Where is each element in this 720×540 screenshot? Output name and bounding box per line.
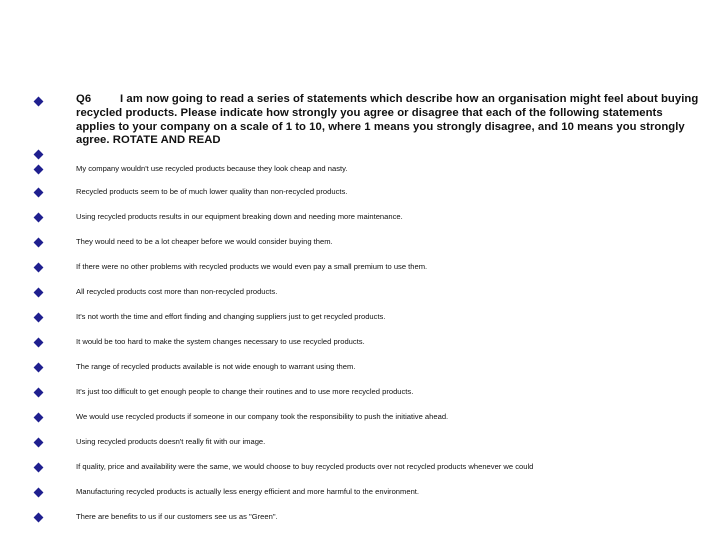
statement-item: If quality, price and availability were the same, we would choose to buy recycled products over not recycled products whenever we could: [76, 462, 534, 471]
statement-item: Using recycled products doesn't really fit with our image.: [76, 437, 266, 446]
bullet-icon: [34, 238, 44, 248]
bullet-icon: [34, 263, 44, 273]
bullet-icon: [34, 413, 44, 423]
bullet-icon: [34, 513, 44, 523]
bullet-icon: [34, 213, 44, 223]
statement-item: They would need to be a lot cheaper before we would consider buying them.: [76, 237, 333, 246]
statement-item: There are benefits to us if our customers see us as "Green".: [76, 512, 278, 521]
bullet-icon: [34, 150, 44, 160]
statement-item: The range of recycled products available is not wide enough to warrant using them.: [76, 362, 356, 371]
bullet-icon: [34, 188, 44, 198]
bullet-icon: [34, 388, 44, 398]
statement-item: All recycled products cost more than non-recycled products.: [76, 287, 278, 296]
question-text: I am now going to read a series of statements which describe how an organisation might feel about buying recycled products. Please indicate how strongly you agree or disagree that each of the following statements applies to your company on a scale of 1 to 10, where 1 means you strongly disagree, and 10 means you strongly agree. ROTATE AND READ: [76, 93, 699, 147]
question-number: Q6: [76, 93, 92, 105]
statement-item: My company wouldn't use recycled products because they look cheap and nasty.: [76, 164, 348, 173]
statement-item: If there were no other problems with recycled products we would even pay a small premium to use them.: [76, 262, 428, 271]
statement-item: We would use recycled products if someone in our company took the responsibility to push the initiative ahead.: [76, 412, 449, 421]
bullet-icon: [34, 338, 44, 348]
bullet-icon: [34, 363, 44, 373]
statement-item: It would be too hard to make the system changes necessary to use recycled products.: [76, 337, 365, 346]
bullet-icon: [34, 438, 44, 448]
statement-item: Recycled products seem to be of much lower quality than non-recycled products.: [76, 187, 348, 196]
bullet-icon: [34, 488, 44, 498]
bullet-icon: [34, 313, 44, 323]
bullet-icon: [34, 288, 44, 298]
bullet-icon: [34, 165, 44, 175]
bullet-icon: [34, 97, 44, 107]
statement-item: Manufacturing recycled products is actually less energy efficient and more harmful to the environment.: [76, 487, 420, 496]
statement-item: It's not worth the time and effort finding and changing suppliers just to get recycled products.: [76, 312, 386, 321]
statement-item: It's just too difficult to get enough people to change their routines and to use more recycled products.: [76, 387, 414, 396]
question-text-block: [76, 93, 701, 148]
statement-item: Using recycled products results in our equipment breaking down and needing more maintenance.: [76, 212, 403, 221]
bullet-icon: [34, 463, 44, 473]
